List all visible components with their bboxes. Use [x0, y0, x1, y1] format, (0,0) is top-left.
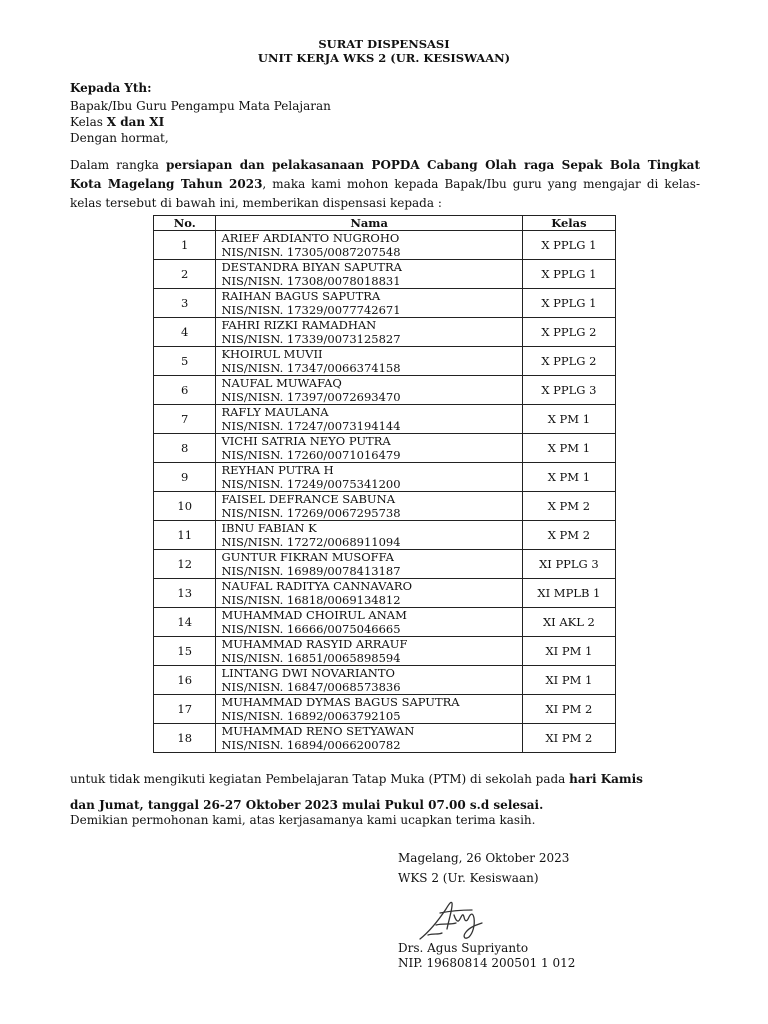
signer-nip: NIP. 19680814 200501 1 012: [398, 956, 576, 970]
addressee-label: Kepada Yth:: [70, 81, 152, 95]
table-row: [154, 231, 616, 260]
student-name: ARIEF ARDIANTO NUGROHO: [221, 231, 400, 245]
row-number: 10: [154, 492, 216, 521]
row-number: 12: [154, 550, 216, 579]
table-row: [154, 289, 616, 318]
class-prefix: Kelas: [70, 115, 107, 129]
row-number: 3: [154, 289, 216, 318]
student-cell: [216, 695, 522, 724]
student-cell: [216, 666, 522, 695]
addressee-line: Bapak/Ibu Guru Pengampu Mata Pelajaran: [70, 99, 331, 113]
greeting: Dengan hormat,: [70, 131, 169, 145]
student-nis: NIS/NISN. 17272/0068911094: [221, 535, 401, 549]
student-name: FAISEL DEFRANCE SABUNA: [221, 492, 395, 506]
student-cell: [216, 318, 522, 347]
student-nis: NIS/NISN. 16989/0078413187: [221, 564, 401, 578]
student-cell: [216, 405, 522, 434]
table-row: [154, 318, 616, 347]
table-row: [154, 347, 616, 376]
student-nis: NIS/NISN. 17347/0066374158: [221, 361, 401, 375]
student-cell: [216, 463, 522, 492]
closing-paragraph: [70, 766, 700, 818]
signer-name: Drs. Agus Supriyanto: [398, 941, 529, 955]
student-cell: [216, 608, 522, 637]
student-name: GUNTUR FIKRAN MUSOFFA: [221, 550, 394, 564]
row-number: 4: [154, 318, 216, 347]
student-name: RAIHAN BAGUS SAPUTRA: [221, 289, 381, 303]
student-class: XI MPLB 1: [522, 579, 615, 608]
student-nis: NIS/NISN. 16666/0075046665: [221, 622, 401, 636]
student-name: RAFLY MAULANA: [221, 405, 329, 419]
student-nis: NIS/NISN. 17247/0073194144: [221, 419, 401, 433]
student-name: MUHAMMAD DYMAS BAGUS SAPUTRA: [221, 695, 460, 709]
student-cell: [216, 724, 522, 753]
student-cell: [216, 260, 522, 289]
closing-text: untuk tidak mengikuti kegiatan Pembelajaran Tatap Muka (PTM) di sekolah pada: [70, 772, 570, 786]
class-value: X dan XI: [106, 115, 165, 129]
student-nis: NIS/NISN. 17260/0071016479: [221, 448, 401, 462]
student-nis: NIS/NISN. 17397/0072693470: [221, 390, 401, 404]
table-row: [154, 550, 616, 579]
table-row: [154, 666, 616, 695]
student-name: KHOIRUL MUVII: [221, 347, 323, 361]
table-row: [154, 405, 616, 434]
student-class: X PM 2: [522, 492, 615, 521]
letter-subtitle: UNIT KERJA WKS 2 (UR. KESISWAAN): [257, 51, 511, 65]
table-row: [154, 463, 616, 492]
table-row: [154, 521, 616, 550]
student-cell: [216, 289, 522, 318]
table-row: [154, 492, 616, 521]
row-number: 1: [154, 231, 216, 260]
row-number: 14: [154, 608, 216, 637]
student-cell: [216, 347, 522, 376]
intro-paragraph: [70, 156, 700, 213]
student-class: XI PM 2: [522, 695, 615, 724]
student-name: IBNU FABIAN K: [221, 521, 317, 535]
intro-text-2: , maka kami mohon kepada Bapak/Ibu guru yang mengajar di kelas-kelas tersebut di bawah ini, memberikan dispensasi kepada :: [70, 177, 700, 210]
student-class: XI PM 2: [522, 724, 615, 753]
student-nis: NIS/NISN. 16847/0068573836: [221, 680, 401, 694]
addressee-class: [70, 115, 164, 129]
student-class: X PPLG 1: [522, 231, 615, 260]
table-header-row: [154, 216, 616, 231]
student-class: XI PM 1: [522, 637, 615, 666]
table-row: [154, 724, 616, 753]
student-name: MUHAMMAD RASYID ARRAUF: [221, 637, 408, 651]
student-nis: NIS/NISN. 17308/0078018831: [221, 274, 401, 288]
student-class: X PPLG 2: [522, 318, 615, 347]
student-cell: [216, 579, 522, 608]
student-class: XI AKL 2: [522, 608, 615, 637]
row-number: 9: [154, 463, 216, 492]
table-row: [154, 260, 616, 289]
student-class: X PM 1: [522, 434, 615, 463]
student-name: MUHAMMAD RENO SETYAWAN: [221, 724, 415, 738]
row-number: 7: [154, 405, 216, 434]
table-row: [154, 608, 616, 637]
student-name: NAUFAL MUWAFAQ: [221, 376, 342, 390]
handwritten-signature: [416, 895, 506, 943]
student-nis: NIS/NISN. 17329/0077742671: [221, 303, 401, 317]
row-number: 8: [154, 434, 216, 463]
closing-date: dan Jumat, tanggal 26-27 Oktober 2023 mulai Pukul 07.00 s.d selesai.: [70, 798, 544, 812]
header-kelas: Kelas: [522, 216, 615, 231]
student-name: NAUFAL RADITYA CANNAVARO: [221, 579, 413, 593]
student-nis: NIS/NISN. 16818/0069134812: [221, 593, 401, 607]
intro-event: persiapan dan pelakasanaan POPDA Cabang Olah raga Sepak Bola Tingkat Kota Magelang Tahun 2023: [70, 158, 700, 191]
student-nis: NIS/NISN. 17339/0073125827: [221, 332, 401, 346]
table-row: [154, 695, 616, 724]
student-name: LINTANG DWI NOVARIANTO: [221, 666, 395, 680]
student-class: X PPLG 1: [522, 260, 615, 289]
letter-title: SURAT DISPENSASI: [318, 37, 450, 51]
student-class: XI PPLG 3: [522, 550, 615, 579]
student-nis: NIS/NISN. 16892/0063792105: [221, 709, 401, 723]
table-row: [154, 376, 616, 405]
student-cell: [216, 231, 522, 260]
student-cell: [216, 550, 522, 579]
student-class: XI PM 1: [522, 666, 615, 695]
row-number: 15: [154, 637, 216, 666]
row-number: 13: [154, 579, 216, 608]
student-nis: NIS/NISN. 16851/0065898594: [221, 651, 401, 665]
row-number: 16: [154, 666, 216, 695]
closing-day: hari Kamis: [569, 772, 643, 786]
student-cell: [216, 637, 522, 666]
student-name: DESTANDRA BIYAN SAPUTRA: [221, 260, 402, 274]
student-class: X PM 2: [522, 521, 615, 550]
student-nis: NIS/NISN. 17269/0067295738: [221, 506, 401, 520]
student-class: X PPLG 2: [522, 347, 615, 376]
student-cell: [216, 376, 522, 405]
student-cell: [216, 492, 522, 521]
student-nis: NIS/NISN. 17249/0075341200: [221, 477, 401, 491]
student-nis: NIS/NISN. 16894/0066200782: [221, 738, 401, 752]
student-class: X PPLG 1: [522, 289, 615, 318]
student-cell: [216, 434, 522, 463]
header-nama: Nama: [216, 216, 522, 231]
row-number: 11: [154, 521, 216, 550]
student-class: X PM 1: [522, 405, 615, 434]
row-number: 18: [154, 724, 216, 753]
student-name: REYHAN PUTRA H: [221, 463, 334, 477]
signer-position: WKS 2 (Ur. Kesiswaan): [398, 871, 539, 885]
student-name: MUHAMMAD CHOIRUL ANAM: [221, 608, 407, 622]
thanks-line: Demikian permohonan kami, atas kerjasamanya kami ucapkan terima kasih.: [70, 813, 536, 827]
row-number: 6: [154, 376, 216, 405]
student-name: FAHRI RIZKI RAMADHAN: [221, 318, 377, 332]
table-row: [154, 637, 616, 666]
student-class: X PM 1: [522, 463, 615, 492]
row-number: 17: [154, 695, 216, 724]
place-date: Magelang, 26 Oktober 2023: [398, 851, 570, 865]
student-nis: NIS/NISN. 17305/0087207548: [221, 245, 401, 259]
row-number: 2: [154, 260, 216, 289]
student-name: VICHI SATRIA NEYO PUTRA: [221, 434, 391, 448]
intro-text-1: Dalam rangka: [70, 158, 166, 172]
student-cell: [216, 521, 522, 550]
table-row: [154, 579, 616, 608]
header-no: No.: [154, 216, 216, 231]
table-body: [154, 231, 616, 753]
table-row: [154, 434, 616, 463]
student-table: [153, 215, 616, 753]
row-number: 5: [154, 347, 216, 376]
student-class: X PPLG 3: [522, 376, 615, 405]
